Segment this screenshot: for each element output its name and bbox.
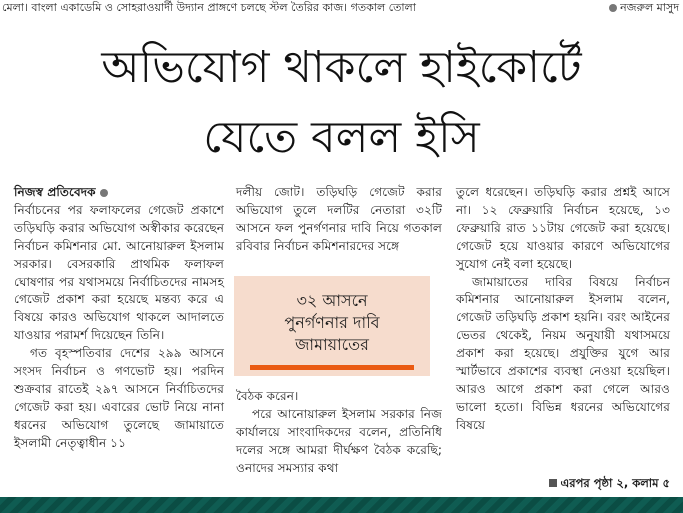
pull-quote-line-3: জামায়াতের — [295, 335, 369, 354]
photo-credit — [609, 0, 679, 16]
footer-band — [0, 497, 683, 513]
article-paragraph: বৈঠক করেন। — [236, 389, 299, 403]
headline-line-2: যেতে বলল ইসি — [203, 112, 480, 163]
bullet-icon — [100, 189, 108, 197]
article-paragraph: জামায়াতের দাবির বিষয়ে নির্বাচন কমিশনার আনোয়ারুল ইসলাম বলেন, গেজেট তড়িঘড়ি প্রকাশ হয়নি। বরং আইনের ভেতর থেকেই, নিয়ম অনুযায়ী যথাসময়ে প্রকাশ করা হয়েছে। প্রযুক্তির যুগে আর স্মার্টভাবে প্রকাশের ব্যবস্থা নেওয়া হয়েছিল। আরও আগে প্রকাশ করা গেলে আরও ভালো হতো। বিভিন্ন ধরনের অভিযোগের বিষয়ে — [456, 274, 670, 432]
column-2-continued — [236, 388, 442, 478]
article-paragraph: দলীয় জোট। তড়িঘড়ি গেজেট করার অভিযোগ তুলে দলটির নেতারা ৩২টি আসনে ফল পুনর্গণনার দাবি নিয়ে গতকাল রবিবার নির্বাচন কমিশনারদের সঙ্গে — [236, 185, 442, 253]
byline — [14, 184, 224, 202]
square-bullet-icon — [549, 479, 557, 487]
pull-quote-accent-bar — [250, 365, 414, 370]
photo-credit-name: নজরুল মাসুদ — [620, 1, 679, 14]
headline-line-1: অভিযোগ থাকলে হাইকোর্টে — [101, 42, 582, 93]
pull-quote-line-1: ৩২ আসনে — [296, 291, 368, 310]
photo-caption-text: মেলা। বাংলা একাডেমি ও সোহরাওয়ার্দী উদ্যান প্রাঙ্গণে চলছে স্টল তৈরির কাজ। গতকাল তোলা — [2, 1, 416, 14]
continued-on-link[interactable] — [458, 475, 670, 494]
article-paragraph: পরে আনোয়ারুল ইসলাম সরকার নিজ কার্যালয়ে সাংবাদিকদের বলেন, প্রতিনিধি দলের সঙ্গে আমরা দীর্ঘক্ষণ বৈঠক করেছি; ওনাদের সমস্যার কথা — [236, 406, 442, 475]
article-column-1 — [14, 184, 224, 453]
continued-on-text: এরপর পৃষ্ঠা ২, কলাম ৫ — [560, 476, 670, 490]
bullet-icon — [609, 4, 617, 12]
pull-quote-text — [234, 290, 430, 356]
article-column-3 — [456, 184, 670, 435]
pull-quote — [234, 276, 430, 376]
article-paragraph: নির্বাচনের পর ফলাফলের গেজেট প্রকাশে তড়িঘড়ি করার অভিযোগ অস্বীকার করেছেন নির্বাচন কমিশনার মো. আনোয়ারুল ইসলাম সরকার। বেসরকারি প্রাথমিক ফলাফল ঘোষণার পর যথাসময়ে নির্বাচিতদের নামসহ গেজেট প্রকাশ করা হয়েছে মন্তব্য করে এ বিষয়ে কারও অভিযোগ থাকলে আদালতে যাওয়ার পরামর্শ দিয়েছেন তিনি। — [14, 202, 224, 343]
byline-text: নিজস্ব প্রতিবেদক — [14, 185, 96, 199]
article-paragraph: গত বৃহস্পতিবার দেশের ২৯৯ আসনে সংসদ নির্বাচন ও গণভোট হয়। পরদিন শুক্রবার রাতেই ২৯৭ আসনে নির্বাচিতদের গেজেট করা হয়। এবারের ভোট নিয়ে নানা ধরনের অভিযোগ তুলেছে জামায়াতে ইসলামী নেতৃত্বাধীন ১১ — [14, 346, 224, 450]
photo-caption — [0, 0, 683, 16]
pull-quote-line-2: পুনর্গণনার দাবি — [284, 313, 380, 332]
article-paragraph: তুলে ধরেছেন। তড়িঘড়ি করার প্রশ্নই আসে না। ১২ ফেব্রুয়ারি নির্বাচন হয়েছে, ১৩ ফেব্রুয়ারি রাত ১১টায় গেজেট করা হয়েছে। গেজেট হয়ে যাওয়ার কারণে অভিযোগের সুযোগ নেই বলা হয়েছে। — [456, 185, 670, 271]
